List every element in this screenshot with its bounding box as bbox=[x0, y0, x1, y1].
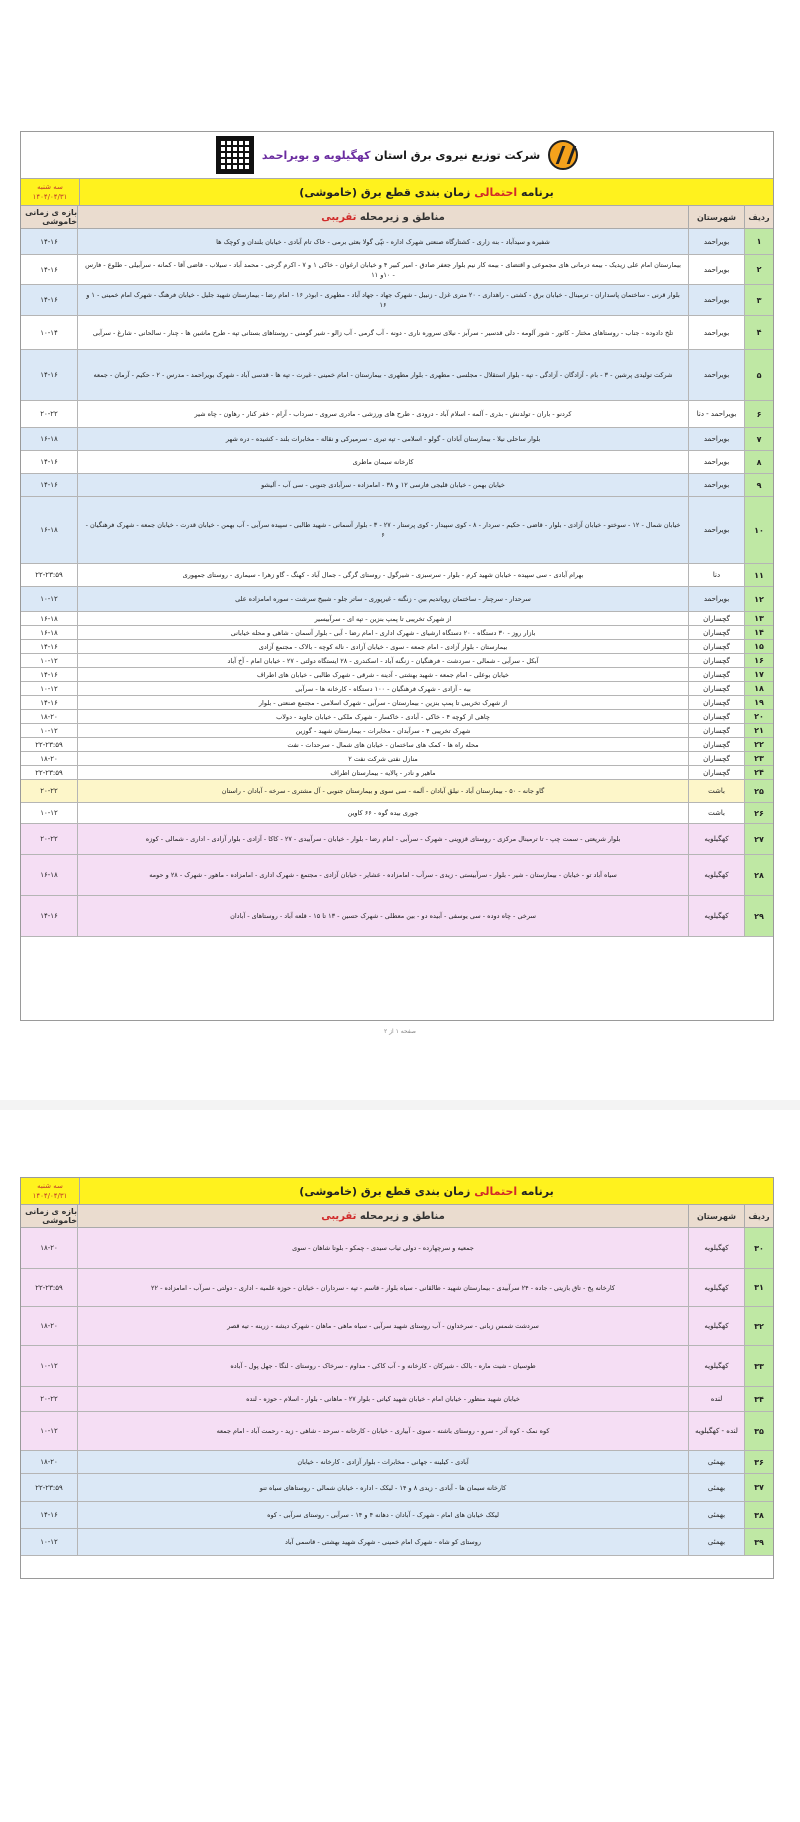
table-row bbox=[21, 564, 773, 587]
row-number: ۷ bbox=[744, 428, 773, 450]
table-row bbox=[21, 1346, 773, 1387]
row-areas: بیمارستان - بلوار آزادی - امام جمعه - سوی - خیابان آزادی - ناله کوچه - بالاک - مجتمع آزادی bbox=[77, 640, 688, 653]
table-row bbox=[21, 682, 773, 696]
table-row bbox=[21, 896, 773, 937]
row-number: ۱۵ bbox=[744, 640, 773, 653]
row-areas: جوری بیده گوه - ۶۶ کاوین bbox=[77, 803, 688, 823]
table-row bbox=[21, 1474, 773, 1502]
company-name: شرکت توزیع نیروی برق استان کهگیلویه و بویراحمد bbox=[261, 148, 541, 162]
table-row bbox=[21, 316, 773, 350]
row-time-range: ۱۴-۱۶ bbox=[40, 296, 58, 304]
row-number: ۳۴ bbox=[744, 1387, 773, 1411]
row-city: بویراحمد bbox=[688, 255, 744, 284]
row-number: ۳۰ bbox=[744, 1228, 773, 1268]
column-header-time: بازه ی زمانی خاموشی bbox=[25, 208, 77, 226]
row-time-range: ۱۴-۱۶ bbox=[40, 481, 58, 489]
page-title: برنامه احتمالی زمان بندی قطع برق (خاموشی) bbox=[79, 179, 773, 205]
table-row bbox=[21, 587, 773, 612]
schedule-date: سه شنبه ۱۴۰۴/۰۴/۳۱ bbox=[21, 179, 79, 205]
row-areas: خیابان شمال - ۱۲ - سوختو - خیابان آزادی - بلوار - قاضی - حکیم - سردار - ۸ - کوی سپیدار - کوی پرستار - ۲۷ - ۳ - بلوار آسمانی - شهید طالبی - سپیده سرآبی - آب بهمن - خیابان قدرت - خیابان جمعه - شهرک فرهنگیان - ۶ bbox=[77, 497, 688, 563]
row-city: بهمئی bbox=[688, 1502, 744, 1528]
row-time-range: ۱۰-۱۴ bbox=[40, 328, 58, 337]
row-number: ۹ bbox=[744, 474, 773, 496]
table-row bbox=[21, 752, 773, 766]
row-number: ۲۲ bbox=[744, 738, 773, 751]
row-number: ۲۰ bbox=[744, 710, 773, 723]
table-row bbox=[21, 497, 773, 564]
row-number: ۱۰ bbox=[744, 497, 773, 563]
column-header-city: شهرستان bbox=[688, 206, 744, 228]
row-time-range: ۱۰-۱۲ bbox=[40, 809, 58, 817]
row-number: ۱۶ bbox=[744, 654, 773, 667]
row-areas: شفیره و سیدآباد - بنه زاری - کشتارگاه صنعتی شهرک اداره - تپّی گولا بعثی برمی - خاک تام آبادی - خیابان بلندان و کوچک ها bbox=[77, 229, 688, 254]
row-time-range: ۱۴-۱۶ bbox=[40, 1511, 58, 1519]
table-row bbox=[21, 1451, 773, 1474]
row-areas: بلوار ساحلی نیلا - بیمارستان آبادان - گولو - اسلامی - تپه تبری - سرمیرکی و نقاله - مخابرات بلند - کشیده - دره شهر bbox=[77, 428, 688, 450]
row-number: ۲۷ bbox=[744, 824, 773, 854]
row-number: ۳۳ bbox=[744, 1346, 773, 1386]
row-number: ۲۳ bbox=[744, 752, 773, 765]
page-separator bbox=[0, 1100, 800, 1110]
row-city: دنا bbox=[688, 564, 744, 586]
row-city: بویراحمد bbox=[688, 285, 744, 315]
row-city: بویراحمد bbox=[688, 474, 744, 496]
row-city: گچساران bbox=[688, 612, 744, 625]
row-time-range: ۱۸-۲۰ bbox=[40, 754, 58, 763]
row-number: ۱ bbox=[744, 229, 773, 254]
row-city: کهگیلویه bbox=[688, 824, 744, 854]
row-time-range: ۱۰-۱۲ bbox=[40, 726, 58, 735]
row-city: باشت bbox=[688, 803, 744, 823]
row-city: بویراحمد bbox=[688, 350, 744, 400]
row-number: ۵ bbox=[744, 350, 773, 400]
row-areas: بلوار قرنی - ساختمان پاسداران - ترمینال - خیابان برق - کشتی - راهداری - ۲۰ متری غزل - زنبیل - شهرک جهاد - جهاد آباد - مطهری - ابوذر ۱۶ - امام رضا - بیمارستان شهید جلیل - خیابان فرهنگ - شهرک امام خمینی - ۱ و ۱۶ bbox=[77, 285, 688, 315]
row-areas: بلوار شریعتی - سمت چپ - تا ترمینال مرکزی - روستای قزوینی - شهرک - سرآبی - امام رضا - بلوار - خیابان - سرآبیدی - ۲۷ - کاکا - آزادی - بلوار آزادی - اداری - شمالی - کوزه bbox=[77, 824, 688, 854]
table-row bbox=[21, 474, 773, 497]
table-row bbox=[21, 451, 773, 474]
row-time-range: ۱۶-۱۸ bbox=[40, 435, 58, 443]
table-row bbox=[21, 626, 773, 640]
table-row bbox=[21, 255, 773, 285]
row-areas: بیه - آزادی - شهرک فرهنگیان - ۱۰۰ دستگاه - کارخانه ها - سرآبی bbox=[77, 682, 688, 695]
row-time-range: ۱۰-۱۲ bbox=[40, 684, 58, 693]
table-row bbox=[21, 824, 773, 855]
row-city: بویراحمد bbox=[688, 451, 744, 473]
column-header-num: ردیف bbox=[744, 206, 773, 228]
row-time-range: ۱۰-۱۲ bbox=[40, 1427, 58, 1435]
qr-code-icon bbox=[216, 136, 254, 174]
row-city: بهمئی bbox=[688, 1451, 744, 1473]
table-row bbox=[21, 1502, 773, 1529]
table-row bbox=[21, 696, 773, 710]
row-city: بویراحمد bbox=[688, 428, 744, 450]
schedule-page-1 bbox=[20, 131, 774, 1021]
column-header-area: مناطق و زیرمحله تقریبی bbox=[77, 206, 688, 228]
row-areas: سردشت شمس زبانی - سرخداون - آب روستای شهید سرآبی - سیاه ماهی - ماهان - شهرک دیشه - زرینه - تیه قصر bbox=[77, 1307, 688, 1345]
row-time-range: ۱۰-۱۲ bbox=[40, 1362, 58, 1370]
row-areas: خیابان بهمن - خیابان قلیجی فارسی ۱۲ و ۳۸ - امامزاده - سرآبادی جنوبی - سی آب - آلیشو bbox=[77, 474, 688, 496]
company-header bbox=[21, 132, 773, 179]
row-time-range: ۱۶-۱۸ bbox=[40, 526, 58, 534]
table-row bbox=[21, 285, 773, 316]
row-number: ۱۹ bbox=[744, 696, 773, 709]
row-number: ۶ bbox=[744, 401, 773, 427]
row-areas: محله راه ها - کمک های ساختمان - خیابان های شمال - سرحدات - نفت bbox=[77, 738, 688, 751]
row-number: ۳۹ bbox=[744, 1529, 773, 1555]
row-areas: سرخی - چاه دوده - سی یوسفی - آبیده دو - بین معطلی - شهرک حسین - ۱۳ تا ۱۵ - قلعه آباد - روستاهای - آبادان bbox=[77, 896, 688, 936]
table-body bbox=[21, 1228, 773, 1556]
table-row bbox=[21, 1529, 773, 1556]
table-header bbox=[21, 206, 773, 229]
row-time-range: ۱۸-۲۰ bbox=[40, 1244, 58, 1252]
table-row bbox=[21, 612, 773, 626]
table-row bbox=[21, 428, 773, 451]
title-row bbox=[21, 179, 773, 206]
row-areas: سرحدار - سرچنار - ساختمان رویاندیم بین - زنگنه - غیرپوری - ساتر جلو - شبیخ سرشت - سوره امامزاده علی bbox=[77, 587, 688, 611]
row-city: گچساران bbox=[688, 640, 744, 653]
row-time-range: ۲۲-۲۳:۵۹ bbox=[35, 1483, 63, 1492]
row-number: ۳ bbox=[744, 285, 773, 315]
row-number: ۴ bbox=[744, 316, 773, 349]
table-header bbox=[21, 1205, 773, 1228]
row-areas: کارخانه سیمان ها - آبادی - زیدی ۸ و ۱۴ - لیکک - اداره - خیابان شمالی - روستاهای سیاه تنو bbox=[77, 1474, 688, 1501]
row-time-range: ۱۴-۱۶ bbox=[40, 458, 58, 466]
row-number: ۸ bbox=[744, 451, 773, 473]
row-city: لنده bbox=[688, 1387, 744, 1411]
row-number: ۲۸ bbox=[744, 855, 773, 895]
row-time-range: ۱۰-۱۲ bbox=[40, 656, 58, 665]
table-row bbox=[21, 766, 773, 780]
row-time-range: ۱۸-۲۰ bbox=[40, 712, 58, 721]
column-header-area: مناطق و زیرمحله تقریبی bbox=[77, 1205, 688, 1227]
row-city: کهگیلویه bbox=[688, 1346, 744, 1386]
row-city: گچساران bbox=[688, 724, 744, 737]
column-header-city: شهرستان bbox=[688, 1205, 744, 1227]
row-time-range: ۲۰-۲۲ bbox=[40, 410, 58, 418]
table-row bbox=[21, 780, 773, 803]
column-header-time: بازه ی زمانی خاموشی bbox=[25, 1207, 77, 1225]
row-areas: خیابان بوعلی - امام جمعه - شهید بهشتی - آدینه - شرقی - شهرک طالبی - خیابان های اطراف bbox=[77, 668, 688, 681]
row-time-range: ۱۴-۱۶ bbox=[40, 642, 58, 651]
row-areas: بهرام آبادی - سی سپیده - خیابان شهید کرم - بلوار - سرسبزی - شیرگول - روستای گرگی - جمال آباد - کهنگ - گاو زهرا - سیماری - روستای جمهوری bbox=[77, 564, 688, 586]
table-row bbox=[21, 1269, 773, 1307]
row-number: ۳۸ bbox=[744, 1502, 773, 1528]
table-row bbox=[21, 1387, 773, 1412]
schedule-page-2 bbox=[20, 1177, 774, 1579]
row-city: گچساران bbox=[688, 752, 744, 765]
row-number: ۲۶ bbox=[744, 803, 773, 823]
row-number: ۱۲ bbox=[744, 587, 773, 611]
table-row bbox=[21, 738, 773, 752]
row-city: گچساران bbox=[688, 654, 744, 667]
row-city: کهگیلویه bbox=[688, 1307, 744, 1345]
row-city: کهگیلویه bbox=[688, 855, 744, 895]
row-areas: لیکک خیابان های امام - شهرک - آبادان - دهانه ۴ و ۱۴ - سرآبی - روستای سرآبی - کوه bbox=[77, 1502, 688, 1528]
row-city: بویراحمد bbox=[688, 316, 744, 349]
row-areas: بیمارستان امام علی زیدیک - بیمه درمانی های مجموعی و اقتضای - بیمه کار نیم بلوار جعفر صادق - امیر کبیر ۴ و خیابان ارغوان - خاکی ۱ و ۷ - اکرم گرجی - محمد آباد - سیلاب - قاضی آقا - کمانه - سرآبیلی - طلوع - فارس - ۱۰و ۱۱ bbox=[77, 255, 688, 284]
table-row bbox=[21, 1307, 773, 1346]
row-time-range: ۱۴-۱۶ bbox=[40, 371, 58, 379]
row-number: ۱۴ bbox=[744, 626, 773, 639]
row-time-range: ۱۶-۱۸ bbox=[40, 871, 58, 879]
row-city: بویراحمد - دنا bbox=[688, 401, 744, 427]
row-areas: خیابان شهید منظور - خیابان امام - خیابان شهید کیانی - بلوار ۲۷ - ماهانی - بلوار - اسلام - حوزه - لنده bbox=[77, 1387, 688, 1411]
row-areas: جمعیه و سرچهارده - دولی تیاب سیدی - چمکو - بلوتا شاهان - سوی bbox=[77, 1228, 688, 1268]
row-areas: شرکت تولیدی پرشین - ۳ - بام - آزادگان - آزادگی - تپه - بلوار استقلال - مجلسی - مطهری - بلوار مطهری - بیمارستان - امام خمینی - غیرت - تپه ها - قدسی آباد - شهرک بویراحمد - مدرس - ۲ - حکیم - آرمان - جمعه bbox=[77, 350, 688, 400]
row-time-range: ۱۸-۲۰ bbox=[40, 1322, 58, 1330]
row-time-range: ۲۲-۲۳:۵۹ bbox=[35, 740, 63, 749]
table-row bbox=[21, 1228, 773, 1269]
row-areas: بازار روز - ۳۰ دستگاه - ۲۰ دستگاه ارشیای - شهرک اداری - امام رضا - آبی - بلوار آسمان - شاهی و محله خیابانی bbox=[77, 626, 688, 639]
row-city: گچساران bbox=[688, 738, 744, 751]
row-time-range: ۱۴-۱۶ bbox=[40, 237, 58, 246]
table-body bbox=[21, 229, 773, 937]
column-header-num: ردیف bbox=[744, 1205, 773, 1227]
row-city: کهگیلویه bbox=[688, 1269, 744, 1306]
row-number: ۲۵ bbox=[744, 780, 773, 802]
row-areas: ماهیر و نادر - پالایه - بیمارستان اطراف bbox=[77, 766, 688, 779]
table-row bbox=[21, 710, 773, 724]
table-row bbox=[21, 855, 773, 896]
table-row bbox=[21, 654, 773, 668]
schedule-date: سه شنبه ۱۴۰۴/۰۴/۳۱ bbox=[21, 1178, 79, 1204]
row-areas: از شهرک تخریبی تا پمپ بنزین - تپه ای - سرآبیسیر bbox=[77, 612, 688, 625]
row-time-range: ۱۸-۲۰ bbox=[40, 1458, 58, 1466]
row-areas: روستای کو شاه - شهرک امام خمینی - شهرک شهید بهشتی - قاسمی آباد bbox=[77, 1529, 688, 1555]
row-time-range: ۱۴-۱۶ bbox=[40, 912, 58, 920]
row-time-range: ۱۰-۱۲ bbox=[40, 1538, 58, 1546]
row-time-range: ۲۰-۲۲ bbox=[40, 835, 58, 843]
row-number: ۳۷ bbox=[744, 1474, 773, 1501]
row-time-range: ۱۴-۱۶ bbox=[40, 698, 58, 707]
row-number: ۳۲ bbox=[744, 1307, 773, 1345]
row-city: کهگیلویه bbox=[688, 896, 744, 936]
row-city: باشت bbox=[688, 780, 744, 802]
row-city: گچساران bbox=[688, 626, 744, 639]
row-number: ۲۱ bbox=[744, 724, 773, 737]
title-row bbox=[21, 1178, 773, 1205]
row-number: ۳۱ bbox=[744, 1269, 773, 1306]
row-time-range: ۲۰-۲۲ bbox=[40, 1395, 58, 1403]
row-number: ۳۵ bbox=[744, 1412, 773, 1450]
row-number: ۳۶ bbox=[744, 1451, 773, 1473]
row-time-range: ۱۴-۱۶ bbox=[40, 670, 58, 679]
row-city: گچساران bbox=[688, 710, 744, 723]
row-areas: کوه نمک - کوه آدر - سرو - روستای باشته - سوی - آبیاری - خیابان - کارخانه - سرحد - شاهی - زید - رحمت آباد - امام جمعه bbox=[77, 1412, 688, 1450]
table-row bbox=[21, 401, 773, 428]
row-time-range: ۱۶-۱۸ bbox=[40, 628, 58, 637]
row-city: گچساران bbox=[688, 696, 744, 709]
table-row bbox=[21, 640, 773, 654]
row-time-range: ۱۶-۱۸ bbox=[40, 614, 58, 623]
page-footer: صفحه ۱ از ۲ bbox=[384, 1028, 416, 1035]
row-number: ۱۸ bbox=[744, 682, 773, 695]
row-number: ۱۱ bbox=[744, 564, 773, 586]
row-areas: چاهی از کوچه ۴ - خاکی - آبادی - خاکسار - شهرک ملکی - خیابان جاوید - دولاب bbox=[77, 710, 688, 723]
page-title: برنامه احتمالی زمان بندی قطع برق (خاموشی) bbox=[79, 1178, 773, 1204]
table-row bbox=[21, 350, 773, 401]
row-areas: طوسیان - شیت ماره - بالک - شیرکان - کارخانه و - آب کاکی - مداوم - سرخاک - روستای - لنگا - جهل پول - آباده bbox=[77, 1346, 688, 1386]
table-row bbox=[21, 229, 773, 255]
row-city: لنده - کهگیلویه bbox=[688, 1412, 744, 1450]
row-areas: آبادی - کیلینه - جهانی - مخابرات - بلوار آزادی - کارخانه - خیابان bbox=[77, 1451, 688, 1473]
row-time-range: ۱۴-۱۶ bbox=[40, 265, 58, 274]
row-areas: منازل نفتی شرکت نفت ۲ bbox=[77, 752, 688, 765]
row-city: بویراحمد bbox=[688, 587, 744, 611]
row-number: ۱۳ bbox=[744, 612, 773, 625]
row-areas: شهرک تخریبی ۴ - سرآبدان - مخابرات - بیمارستان شهید - گوزین bbox=[77, 724, 688, 737]
row-city: کهگیلویه bbox=[688, 1228, 744, 1268]
row-areas: کردنو - باران - تولدنش - بذری - آلمه - اسلام آباد - درودی - طرح های ورزشی - مادری سروی - سرداب - آرام - خفر کنار - رهاون - چاه شیر bbox=[77, 401, 688, 427]
row-city: بویراحمد bbox=[688, 497, 744, 563]
row-time-range: ۲۲-۲۳:۵۹ bbox=[35, 571, 63, 579]
table-row bbox=[21, 668, 773, 682]
row-time-range: ۲۲-۲۳:۵۹ bbox=[35, 768, 63, 777]
row-time-range: ۲۲-۲۳:۵۹ bbox=[35, 1283, 63, 1292]
row-areas: آبکل - سرآبی - شمالی - سردشت - فرهنگیان - زنگنه آباد - اسکندری - ۲۸ ایستگاه دولتی - ۲۷ - خیابان امام - آخ آباد bbox=[77, 654, 688, 667]
company-logo-icon bbox=[548, 140, 578, 170]
row-number: ۲۹ bbox=[744, 896, 773, 936]
row-areas: از شهرک تخریبی تا پمپ بنزین - بیمارستان - سرآبی - شهرک اسلامی - مجتمع صنعتی - بلوار bbox=[77, 696, 688, 709]
table-row bbox=[21, 803, 773, 824]
row-city: گچساران bbox=[688, 766, 744, 779]
row-city: بویراحمد bbox=[688, 229, 744, 254]
row-areas: کارخانه پخ - تاق بازیتی - جاده - ۲۴ سرآبیدی - بیمارستان شهید - طالقانی - سیاه بلوار - قاسم - تپه - سرداران - خیابان - حوزه علمیه - اداری - دولتی - سرآب - امامزاده - ۲۲ bbox=[77, 1269, 688, 1306]
row-number: ۲۴ bbox=[744, 766, 773, 779]
table-row bbox=[21, 1412, 773, 1451]
row-city: بهمئی bbox=[688, 1529, 744, 1555]
table-row bbox=[21, 724, 773, 738]
row-areas: کارخانه سیمان ماطری bbox=[77, 451, 688, 473]
row-city: بهمئی bbox=[688, 1474, 744, 1501]
row-areas: تلخ دادوده - جناب - روستاهای مختار - کاتور - شور آلومه - دلی قدسیر - سرآبز - نیلای سروره ناری - دونه - آب گرمی - آب زالو - شیر گومنی - روستاهای بستانی تپه - طرح ماشین ها - چنار - سالحانی - شارغ - سرآبی bbox=[77, 316, 688, 349]
row-areas: سیاه آباد تو - خیابان - بیمارستان - شیر - بلوار - سرآبیستی - زیدی - سرآب - امامزاده - عشایر - خیابان آزادی - مجتمع - شهرک اداری - امامزاده - ماهور - شهرک - ۲۸ و حومه bbox=[77, 855, 688, 895]
row-areas: گاو جانه - ۵۰ - بیمارستان آباد - نیلق آبادان - آلمه - سی سوی و بیمارستان جنوبی - آل مشتری - سرخه - آبادان - راستان bbox=[77, 780, 688, 802]
row-time-range: ۱۰-۱۲ bbox=[40, 595, 58, 603]
row-city: گچساران bbox=[688, 682, 744, 695]
row-city: گچساران bbox=[688, 668, 744, 681]
row-number: ۱۷ bbox=[744, 668, 773, 681]
row-number: ۲ bbox=[744, 255, 773, 284]
row-time-range: ۲۰-۲۲ bbox=[40, 787, 58, 795]
